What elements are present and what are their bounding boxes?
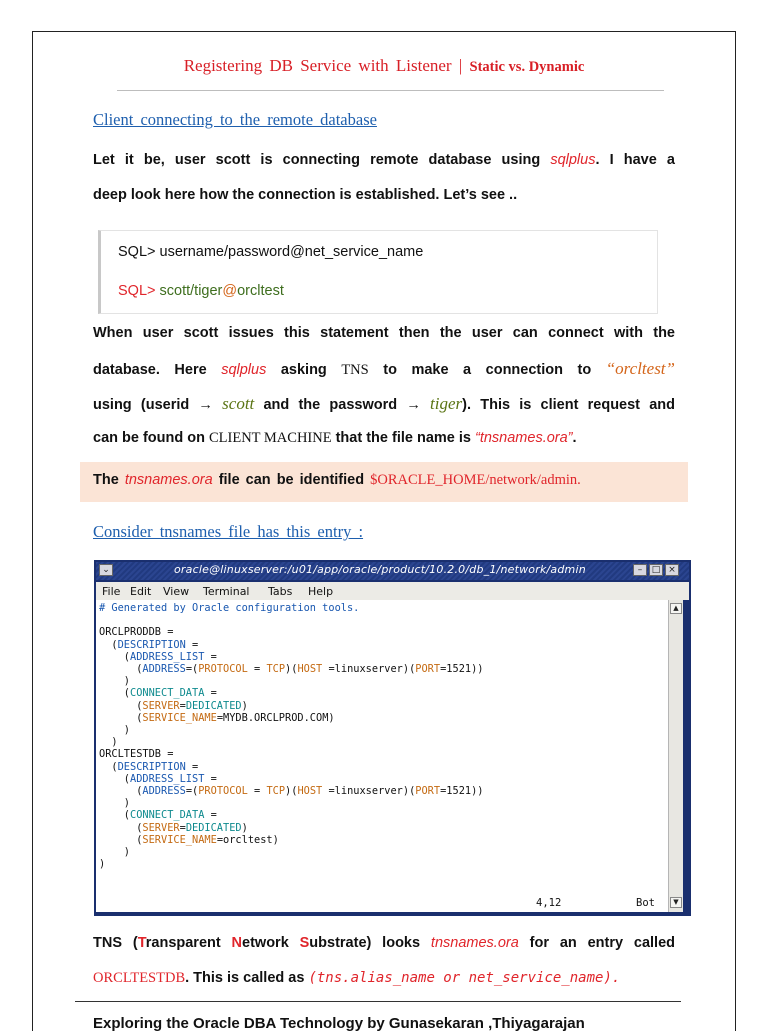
terminal-window [94, 560, 691, 916]
explain-paragraph [93, 316, 675, 456]
terminal-title: oracle@linuxserver:/u01/app/oracle/product/10.2.0/db_1/network/admin [174, 563, 586, 576]
menu-help[interactable]: Help [308, 585, 334, 598]
menu-view[interactable]: View [163, 585, 190, 598]
section-heading-tnsnames: Consider tnsnames file has this entry : [93, 522, 364, 541]
title-sub: Static vs. Dynamic [469, 59, 585, 75]
sql-code-box [98, 230, 658, 314]
scroll-position: Bot [636, 897, 655, 909]
page-title [0, 56, 768, 76]
tnsnames-location-note: The tnsnames.ora file can be identified $ORACLE_HOME/network/admin. [80, 462, 688, 502]
explain-line-1: When user scott issues this statement then the user can connect with the [93, 325, 675, 341]
menu-file[interactable]: File [102, 585, 121, 598]
maximize-icon[interactable]: □ [649, 564, 663, 576]
explain-line-4: can be found on CLIENT MACHINE that the file name is “tnsnames.ora”. [93, 430, 577, 446]
sql-example-line: SQL> scott/tiger@orcltest [118, 283, 284, 299]
terminal-content[interactable]: # Generated by Oracle configuration tools. ORCLPRODDB = (DESCRIPTION = (ADDRESS_LIST = (ADDRESS=(PROTOCOL = TCP)(HOST =linuxserver)(PORT=1521)) ) (CONNECT_DATA = (SERVER=DEDICATED) (SERVICE_NAME=MYDB.ORCLPROD.COM) ) ) ORCLTESTDB = (DESCRIPTION = (ADDRESS_LIST = (ADDRESS=(PROTOCOL = TCP)(HOST =linuxserver)(PORT=1521)) ) (CONNECT_DATA = (SERVER=DEDICATED) (SERVICE_NAME=orcltest) ) ) [96, 600, 668, 894]
tns-paragraph [93, 926, 675, 996]
intro-line-2: deep look here how the connection is established. Let’s see .. [93, 187, 518, 203]
window-menu-icon[interactable]: ⌄ [99, 564, 113, 576]
footer-divider [75, 1001, 681, 1002]
scroll-up-icon[interactable]: ▲ [670, 603, 682, 614]
terminal-menubar [96, 582, 689, 600]
menu-edit[interactable]: Edit [130, 585, 152, 598]
menu-terminal[interactable]: Terminal [203, 585, 250, 598]
scroll-down-icon[interactable]: ▼ [670, 897, 682, 908]
terminal-titlebar[interactable] [96, 562, 689, 580]
footer-text: Exploring the Oracle DBA Technology by Gunasekaran ,Thiyagarajan [93, 1015, 585, 1032]
menu-tabs[interactable]: Tabs [268, 585, 293, 598]
sql-syntax-line: SQL> username/password@net_service_name [118, 244, 424, 260]
intro-paragraph [93, 143, 675, 213]
tns-line-1: TNS (Transparent Network Substrate) looks tnsnames.ora for an entry called [93, 935, 676, 951]
tns-line-2: ORCLTESTDB. This is called as (tns.alias_name or net_service_name). [93, 970, 621, 986]
explain-line-2: database. Here sqlplus asking TNS to make a connection to “orcltest” [93, 359, 675, 378]
close-icon[interactable]: × [665, 564, 679, 576]
intro-line-1: Let it be, user scott is connecting remote database using sqlplus. I have a [93, 152, 675, 168]
title-main: Registering DB Service with Listener | [183, 56, 463, 75]
section-heading-client: Client connecting to the remote database [93, 110, 377, 129]
explain-line-3: using (userid → scott and the password → tiger). This is client request and [93, 394, 676, 413]
terminal-scrollbar[interactable] [668, 600, 683, 912]
minimize-icon[interactable]: – [633, 564, 647, 576]
terminal-statusbar [96, 894, 668, 912]
title-divider [117, 90, 664, 91]
cursor-position: 4,12 [536, 897, 562, 909]
